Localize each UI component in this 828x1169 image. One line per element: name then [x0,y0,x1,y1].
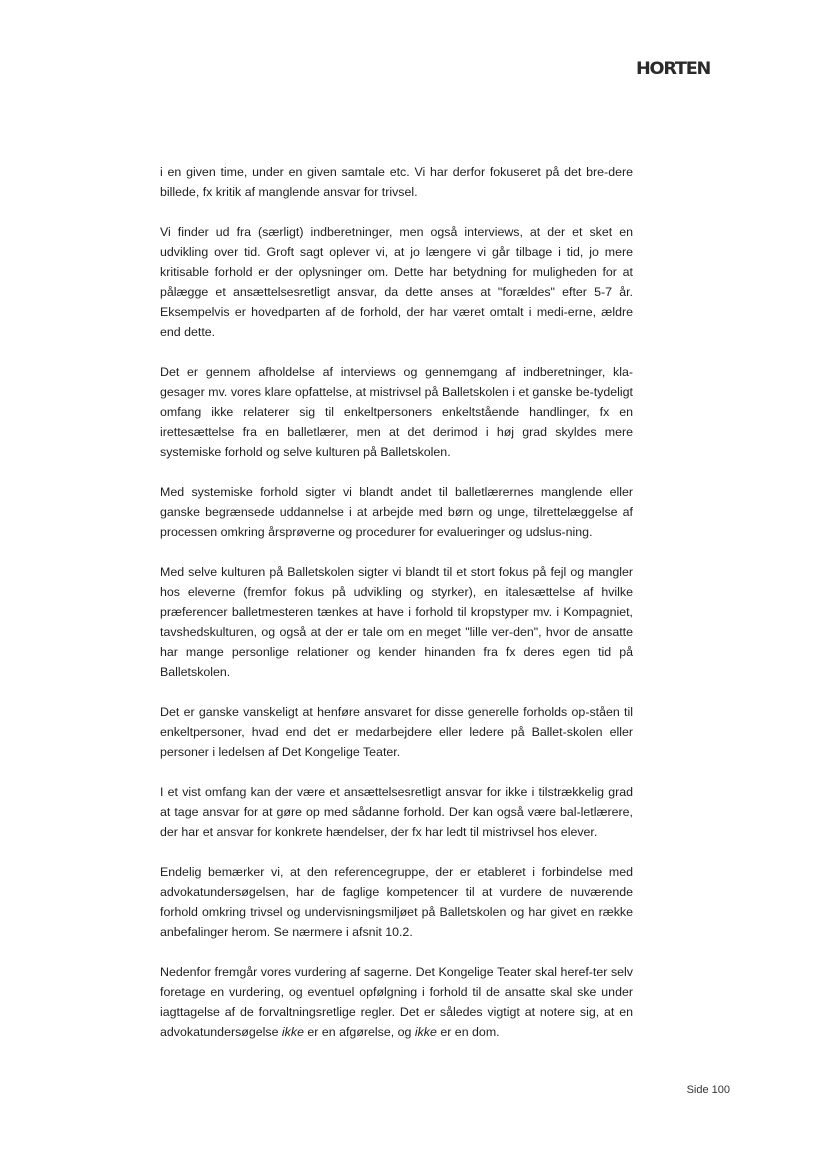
paragraph-1: i en given time, under en given samtale etc. Vi har derfor fokuseret på det bre-dere billede, fx kritik af manglende ansvar for trivsel. [160,165,633,199]
paragraph-9-part-3: er en dom. [436,1025,500,1039]
paragraph-6: Det er ganske vanskeligt at henføre ansvaret for disse generelle forholds op-ståen til enkeltpersoner, hvad end det er medarbejdere eller ledere på Ballet-skolen eller personer i ledelsen af Det Kongelige Teater. [160,705,633,759]
page-number: Side 100 [686,1084,730,1096]
paragraph-7: I et vist omfang kan der være et ansættelsesretligt ansvar for ikke i tilstrækkelig grad at tage ansvar for at gøre op med sådanne forhold. Der kan også være bal-letlærere, der har et ansvar for konkrete hændelser, der fx har ledt til mistrivsel hos elever. [160,785,633,839]
document-body [160,162,633,1062]
paragraph-3: Det er gennem afholdelse af interviews og gennemgang af indberetninger, kla-gesager mv. vores klare opfattelse, at mistrivsel på Balletskolen i et ganske be-tydeligt omfang ikke relaterer sig til enkeltpersoners enkeltstående handlinger, fx en irettesættelse fra en balletlærer, men at det derimod i høj grad skyldes mere systemiske forhold og selve kulturen på Balletskolen. [160,365,633,459]
emphasis-ikke-1: ikke [281,1025,304,1039]
paragraph-9-part-1: Nedenfor fremgår vores vurdering af sagerne. Det Kongelige Teater skal heref-ter selv foretage en vurdering, og eventuel opfølgning i forhold til de ansatte skal ske under iagttagelse af de forvaltningsretlige regler. Det er således vigtigt at notere sig, at en advokatundersøgelse [160,965,633,1039]
paragraph-8: Endelig bemærker vi, at den referencegruppe, der er etableret i forbindelse med advokatundersøgelsen, har de faglige kompetencer til at vurdere de nuværende forhold omkring trivsel og undervisningsmiljøet på Balletskolen og har givet en række anbefalinger herom. Se nærmere i afsnit 10.2. [160,865,633,939]
horten-logo: HORTEN [636,59,711,79]
paragraph-4: Med systemiske forhold sigter vi blandt andet til balletlærernes manglende eller ganske begrænsede uddannelse i at arbejde med børn og unge, tilrettelæggelse af processen omkring årsprøverne og procedurer for evalueringer og udslus-ning. [160,485,633,539]
emphasis-ikke-2: ikke [414,1025,437,1039]
paragraph-5: Med selve kulturen på Balletskolen sigter vi blandt til et stort fokus på fejl og mangler hos eleverne (fremfor fokus på udvikling og styrker), en italesættelse af hvilke præferencer balletmesteren tænkes at have i forhold til kropstyper mv. i Kompagniet, tavshedskulturen, og også at der er tale om en meget "lille ver-den", hvor de ansatte har mange personlige relationer og kender hinanden fra fx deres egen tid på Balletskolen. [160,565,633,679]
paragraph-9 [160,962,633,1042]
paragraph-9-part-2: er en afgørelse, og [303,1025,415,1039]
paragraph-2: Vi finder ud fra (særligt) indberetninger, men også interviews, at der et sket en udvikling over tid. Groft sagt oplever vi, at jo længere vi går tilbage i tid, jo mere kritisable forhold er der oplysninger om. Dette har betydning for muligheden for at pålægge et ansættelsesretligt ansvar, da dette anses at "forældes" efter 5-7 år. Eksempelvis er hovedparten af de forhold, der har været omtalt i medi-erne, ældre end dette. [160,225,633,339]
